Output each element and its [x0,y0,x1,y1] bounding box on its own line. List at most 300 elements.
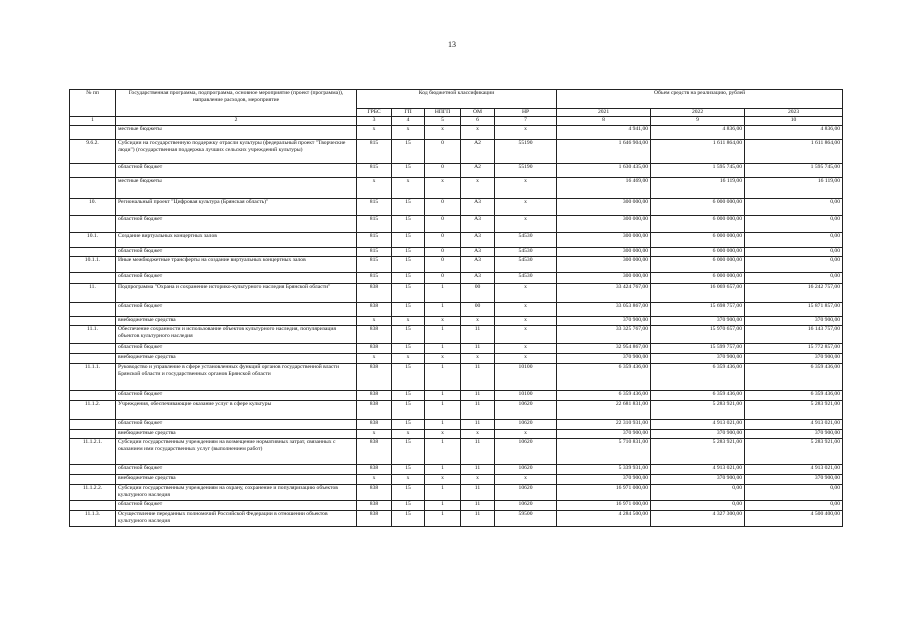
table-row [70,257,843,273]
code-nr: х [495,430,557,439]
code-om: 00 [461,303,495,317]
code-npgp: 1 [425,284,461,303]
code-nr: 54530 [495,257,557,273]
row-number: 9.6.2. [70,140,116,164]
row-number [70,126,116,140]
table-row [70,364,843,391]
table-row [70,465,843,475]
code-grbs: х [357,317,392,326]
code-gp: 15 [392,248,425,257]
col-index: 4 [392,117,425,126]
code-om: 11 [461,401,495,420]
code-nr: 54530 [495,273,557,284]
code-npgp: 1 [425,511,461,527]
code-npgp: 0 [425,164,461,178]
amount-2023: 0,00 [745,257,843,273]
row-name: Субсидии государственным учреждениям на охрану, сохранение и популяризацию объектов культурного наследия [116,485,357,501]
header-grbs: ГРБС [357,109,392,117]
header-name: Государственная программа, подпрограмма, основное мероприятие (проект (программа)), направление расходов, мероприятие [116,90,357,117]
row-number [70,465,116,475]
code-gp: 15 [392,326,425,344]
amount-2022: 4 327 300,00 [651,511,745,527]
header-year-2021: 2021 [557,109,651,117]
code-om: х [461,178,495,199]
row-number [70,501,116,511]
code-gp: 15 [392,420,425,430]
row-name: Руководство и управление в сфере установленных функций органов государственной власти Брянской области и государственных органов Брянской области [116,364,357,391]
amount-2023: 16 143 757,00 [745,326,843,344]
code-gp: 15 [392,344,425,354]
code-grbs: 838 [357,303,392,317]
code-grbs: 838 [357,401,392,420]
amount-2022: 6 000 000,00 [651,233,745,248]
code-gp: х [392,126,425,140]
amount-2023: 4 836,00 [745,126,843,140]
table-row [70,511,843,527]
code-om: 11 [461,391,495,401]
amount-2023: 5 283 921,00 [745,439,843,465]
code-npgp: 0 [425,273,461,284]
table-row [70,326,843,344]
row-name: областной бюджет [116,391,357,401]
code-npgp: 1 [425,391,461,401]
code-nr: 10620 [495,401,557,420]
code-grbs: 815 [357,199,392,216]
code-npgp: 1 [425,439,461,465]
code-om: А3 [461,257,495,273]
col-index: 6 [461,117,495,126]
header-amount-group: Объем средств на реализацию, рублей [557,90,843,109]
code-grbs: 838 [357,326,392,344]
code-npgp: 1 [425,420,461,430]
code-nr: х [495,284,557,303]
table-row [70,126,843,140]
code-om: А3 [461,233,495,248]
row-name: внебюджетные средства [116,354,357,364]
table-row [70,430,843,439]
row-number [70,354,116,364]
table-row [70,164,843,178]
row-number [70,420,116,430]
row-name: областной бюджет [116,344,357,354]
amount-2023: 4 913 021,00 [745,465,843,475]
row-number: 11.1.3. [70,511,116,527]
code-npgp: 1 [425,401,461,420]
table-row [70,344,843,354]
amount-2023: 4 913 021,00 [745,420,843,430]
amount-2022: 6 000 000,00 [651,257,745,273]
row-name: Региональный проект "Цифровая культура (Брянская область)" [116,199,357,216]
code-nr: х [495,354,557,364]
code-grbs: 838 [357,501,392,511]
row-number [70,216,116,233]
row-name: внебюджетные средства [116,430,357,439]
code-npgp: 1 [425,465,461,475]
amount-2021: 370 900,00 [557,430,651,439]
amount-2021: 16 971 000,00 [557,485,651,501]
code-grbs: 838 [357,420,392,430]
col-index: 3 [357,117,392,126]
amount-2022: 6 000 000,00 [651,199,745,216]
table-row [70,501,843,511]
code-grbs: х [357,178,392,199]
amount-2022: 4 913 021,00 [651,420,745,430]
code-nr: х [495,126,557,140]
amount-2022: 15 970 657,00 [651,326,745,344]
code-om: 11 [461,326,495,344]
amount-2022: 370 900,00 [651,430,745,439]
amount-2023: 0,00 [745,273,843,284]
code-grbs: 838 [357,344,392,354]
header-gp: ГП [392,109,425,117]
amount-2021: 32 954 867,00 [557,344,651,354]
code-nr: 10620 [495,420,557,430]
code-gp: 15 [392,216,425,233]
table-row [70,317,843,326]
amount-2023: 1 595 745,00 [745,164,843,178]
code-om: х [461,317,495,326]
code-npgp: х [425,475,461,485]
amount-2022: 0,00 [651,485,745,501]
table-row [70,391,843,401]
amount-2023: 0,00 [745,501,843,511]
code-nr: х [495,303,557,317]
table-row [70,354,843,364]
code-om: 00 [461,284,495,303]
amount-2022: 6 359 436,00 [651,391,745,401]
col-index: 2 [116,117,357,126]
code-nr: 10620 [495,501,557,511]
code-nr: х [495,178,557,199]
row-name: Субсидии государственным учреждениям на возмещение нормативных затрат, связанных с оказанием ими государственных услуг (выполнением работ) [116,439,357,465]
code-npgp: х [425,354,461,364]
row-number: 11. [70,284,116,303]
amount-2022: 4 913 021,00 [651,465,745,475]
row-number [70,430,116,439]
code-om: 11 [461,344,495,354]
code-nr: х [495,344,557,354]
amount-2022: 6 000 000,00 [651,216,745,233]
code-npgp: х [425,430,461,439]
table-body [70,126,843,527]
code-grbs: х [357,475,392,485]
row-name: местные бюджеты [116,126,357,140]
row-number: 10.1. [70,233,116,248]
header-row-titles [70,90,843,109]
row-name: Подпрограмма "Охрана и сохранение историко-культурного наследия Брянской области" [116,284,357,303]
row-number: 11.1.2.2. [70,485,116,501]
col-index: 8 [557,117,651,126]
code-gp: х [392,430,425,439]
code-grbs: х [357,126,392,140]
header-year-2022: 2022 [651,109,745,117]
amount-2022: 5 283 921,00 [651,401,745,420]
header-num: № пп [70,90,116,117]
code-grbs: 838 [357,511,392,527]
code-gp: 15 [392,199,425,216]
table-row [70,475,843,485]
amount-2023: 1 611 864,00 [745,140,843,164]
code-grbs: 815 [357,273,392,284]
table-row [70,248,843,257]
header-year-2023: 2023 [745,109,843,117]
row-number: 11.1.2.1. [70,439,116,465]
code-nr: х [495,475,557,485]
code-npgp: 0 [425,257,461,273]
code-npgp: 1 [425,303,461,317]
code-om: х [461,126,495,140]
amount-2023: 370 900,00 [745,317,843,326]
amount-2022: 1 595 745,00 [651,164,745,178]
code-gp: 15 [392,164,425,178]
amount-2022: 5 283 921,00 [651,439,745,465]
code-nr: 55190 [495,164,557,178]
amount-2022: 1 611 864,00 [651,140,745,164]
amount-2021: 5 710 831,00 [557,439,651,465]
amount-2021: 4 941,00 [557,126,651,140]
table-row [70,216,843,233]
row-name: областной бюджет [116,164,357,178]
row-number [70,391,116,401]
row-name: внебюджетные средства [116,475,357,485]
amount-2023: 15 772 857,00 [745,344,843,354]
amount-2021: 4 284 500,00 [557,511,651,527]
amount-2021: 300 000,00 [557,273,651,284]
code-grbs: 838 [357,465,392,475]
code-grbs: 838 [357,439,392,465]
amount-2021: 16 469,00 [557,178,651,199]
code-nr: х [495,216,557,233]
row-number: 10. [70,199,116,216]
amount-2023: 0,00 [745,248,843,257]
code-nr: х [495,326,557,344]
row-number [70,178,116,199]
amount-2021: 370 900,00 [557,475,651,485]
amount-2022: 0,00 [651,501,745,511]
code-gp: 15 [392,485,425,501]
amount-2023: 0,00 [745,485,843,501]
code-gp: 15 [392,501,425,511]
amount-2022: 15 698 757,00 [651,303,745,317]
header-code-group: Код бюджетной классификации [357,90,557,109]
amount-2021: 1 646 904,00 [557,140,651,164]
amount-2021: 5 339 931,00 [557,465,651,475]
amount-2021: 300 000,00 [557,233,651,248]
table-row [70,140,843,164]
amount-2023: 16 119,00 [745,178,843,199]
amount-2021: 1 630 435,00 [557,164,651,178]
table-row [70,273,843,284]
row-name: областной бюджет [116,248,357,257]
col-index: 1 [70,117,116,126]
code-grbs: 815 [357,140,392,164]
amount-2021: 22 310 931,00 [557,420,651,430]
row-name: Учреждения, обеспечивающие оказание услуг в сфере культуры [116,401,357,420]
code-npgp: 1 [425,501,461,511]
code-grbs: 838 [357,391,392,401]
row-name: областной бюджет [116,501,357,511]
code-gp: 15 [392,257,425,273]
code-nr: 10100 [495,391,557,401]
code-om: 11 [461,439,495,465]
amount-2022: 6 000 000,00 [651,273,745,284]
row-name: Иные межбюджетные трансферты на создание виртуальных концертных залов [116,257,357,273]
code-om: 11 [461,501,495,511]
row-name: Осуществление переданных полномочий Российской Федерации в отношении объектов культурного наследия [116,511,357,527]
code-npgp: 0 [425,140,461,164]
amount-2023: 5 283 921,00 [745,401,843,420]
code-gp: 15 [392,465,425,475]
code-grbs: х [357,354,392,364]
amount-2021: 33 325 767,00 [557,326,651,344]
row-number [70,475,116,485]
amount-2021: 370 900,00 [557,354,651,364]
code-nr: 59500 [495,511,557,527]
code-npgp: 1 [425,364,461,391]
amount-2021: 6 359 436,00 [557,364,651,391]
code-nr: 54530 [495,233,557,248]
amount-2022: 370 900,00 [651,475,745,485]
row-name: областной бюджет [116,303,357,317]
code-om: А2 [461,164,495,178]
amount-2021: 16 971 000,00 [557,501,651,511]
amount-2022: 6 000 000,00 [651,248,745,257]
row-number [70,303,116,317]
code-om: А2 [461,140,495,164]
header-row-column-index [70,117,843,126]
table-row [70,485,843,501]
code-nr: х [495,317,557,326]
code-npgp: 0 [425,199,461,216]
amount-2022: 4 836,00 [651,126,745,140]
budget-table [69,89,843,527]
row-name: областной бюджет [116,420,357,430]
code-npgp: 0 [425,248,461,257]
code-gp: 15 [392,511,425,527]
amount-2021: 33 053 867,00 [557,303,651,317]
code-grbs: 815 [357,216,392,233]
col-index: 9 [651,117,745,126]
code-npgp: 1 [425,326,461,344]
amount-2023: 6 359 436,00 [745,364,843,391]
code-gp: 15 [392,391,425,401]
code-om: 11 [461,364,495,391]
header-nr: НР [495,109,557,117]
amount-2022: 6 359 436,00 [651,364,745,391]
code-gp: 15 [392,233,425,248]
amount-2023: 0,00 [745,233,843,248]
code-grbs: 815 [357,164,392,178]
code-gp: 15 [392,273,425,284]
code-nr: 10620 [495,439,557,465]
code-grbs: 815 [357,248,392,257]
code-om: А3 [461,216,495,233]
code-gp: х [392,475,425,485]
code-om: х [461,475,495,485]
table-row [70,420,843,430]
row-number: 11.1.1. [70,364,116,391]
table-row [70,439,843,465]
code-om: А3 [461,248,495,257]
row-number [70,344,116,354]
header-npgp: НПГП [425,109,461,117]
code-om: х [461,354,495,364]
amount-2023: 6 359 436,00 [745,391,843,401]
code-nr: 54530 [495,248,557,257]
row-number: 11.1.2. [70,401,116,420]
amount-2023: 0,00 [745,216,843,233]
amount-2021: 6 359 436,00 [557,391,651,401]
code-gp: х [392,178,425,199]
row-number [70,164,116,178]
row-number [70,317,116,326]
code-om: 11 [461,465,495,475]
amount-2023: 16 242 757,00 [745,284,843,303]
code-nr: 10620 [495,465,557,475]
code-npgp: 1 [425,485,461,501]
amount-2021: 33 424 767,00 [557,284,651,303]
amount-2023: 0,00 [745,199,843,216]
amount-2023: 370 900,00 [745,475,843,485]
row-number [70,273,116,284]
code-gp: 15 [392,401,425,420]
amount-2021: 300 000,00 [557,248,651,257]
header-om: ОМ [461,109,495,117]
code-npgp: х [425,317,461,326]
code-gp: 15 [392,439,425,465]
row-name: внебюджетные средства [116,317,357,326]
code-gp: 15 [392,303,425,317]
code-nr: 55190 [495,140,557,164]
amount-2022: 15 599 757,00 [651,344,745,354]
amount-2021: 300 000,00 [557,216,651,233]
amount-2022: 370 900,00 [651,317,745,326]
table-row [70,233,843,248]
code-om: А3 [461,273,495,284]
code-npgp: 1 [425,344,461,354]
code-gp: х [392,317,425,326]
code-grbs: 838 [357,364,392,391]
col-index: 10 [745,117,843,126]
code-om: х [461,430,495,439]
code-grbs: 838 [357,485,392,501]
code-nr: 10100 [495,364,557,391]
code-npgp: 0 [425,216,461,233]
amount-2023: 370 900,00 [745,430,843,439]
page-number: 13 [448,40,456,49]
code-nr: 10620 [495,485,557,501]
code-grbs: 815 [357,233,392,248]
col-index: 7 [495,117,557,126]
row-name: Создание виртуальных концертных залов [116,233,357,248]
row-name: Субсидии на государственную поддержку отрасли культуры (федеральный проект "Творческие люди") (государственная поддержка лучших сельских учреждений культуры) [116,140,357,164]
code-nr: х [495,199,557,216]
code-npgp: 0 [425,233,461,248]
col-index: 5 [425,117,461,126]
code-npgp: х [425,126,461,140]
amount-2021: 22 681 831,00 [557,401,651,420]
code-gp: х [392,354,425,364]
table-row [70,401,843,420]
row-name: местные бюджеты [116,178,357,199]
code-gp: 15 [392,284,425,303]
amount-2021: 300 000,00 [557,257,651,273]
code-om: 11 [461,511,495,527]
table-row [70,303,843,317]
amount-2023: 4 500 400,00 [745,511,843,527]
row-name: областной бюджет [116,273,357,284]
code-grbs: 838 [357,284,392,303]
